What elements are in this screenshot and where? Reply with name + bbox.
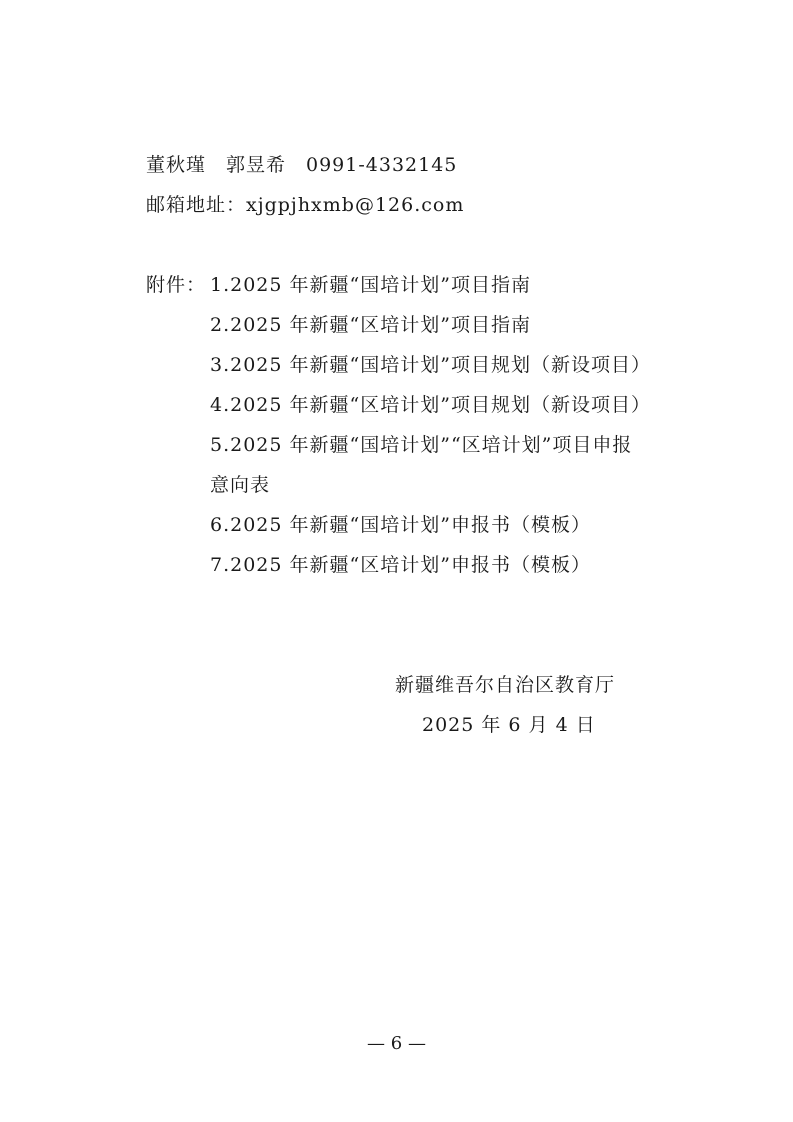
attachments-label: 附件： <box>146 274 207 296</box>
attachment-item-continuation: 意向表 <box>210 474 271 496</box>
contact-email: 邮箱地址：xjgpjhxmb@126.com <box>146 194 465 216</box>
contact-names-phone: 董秋瑾 郭昱希 0991-4332145 <box>146 154 458 176</box>
attachment-item: 1.2025 年新疆“国培计划”项目指南 <box>210 274 531 296</box>
signature-organization: 新疆维吾尔自治区教育厅 <box>395 674 616 696</box>
page-number: — 6 — <box>367 1033 426 1054</box>
attachment-item: 4.2025 年新疆“区培计划”项目规划（新设项目） <box>210 394 651 416</box>
attachment-item: 3.2025 年新疆“国培计划”项目规划（新设项目） <box>210 354 651 376</box>
attachment-item: 6.2025 年新疆“国培计划”申报书（模板） <box>210 514 591 536</box>
attachment-item: 5.2025 年新疆“国培计划”“区培计划”项目申报 <box>210 434 633 456</box>
attachment-item: 7.2025 年新疆“区培计划”申报书（模板） <box>210 554 591 576</box>
attachment-item: 2.2025 年新疆“区培计划”项目指南 <box>210 314 531 336</box>
signature-date: 2025 年 6 月 4 日 <box>422 714 596 736</box>
